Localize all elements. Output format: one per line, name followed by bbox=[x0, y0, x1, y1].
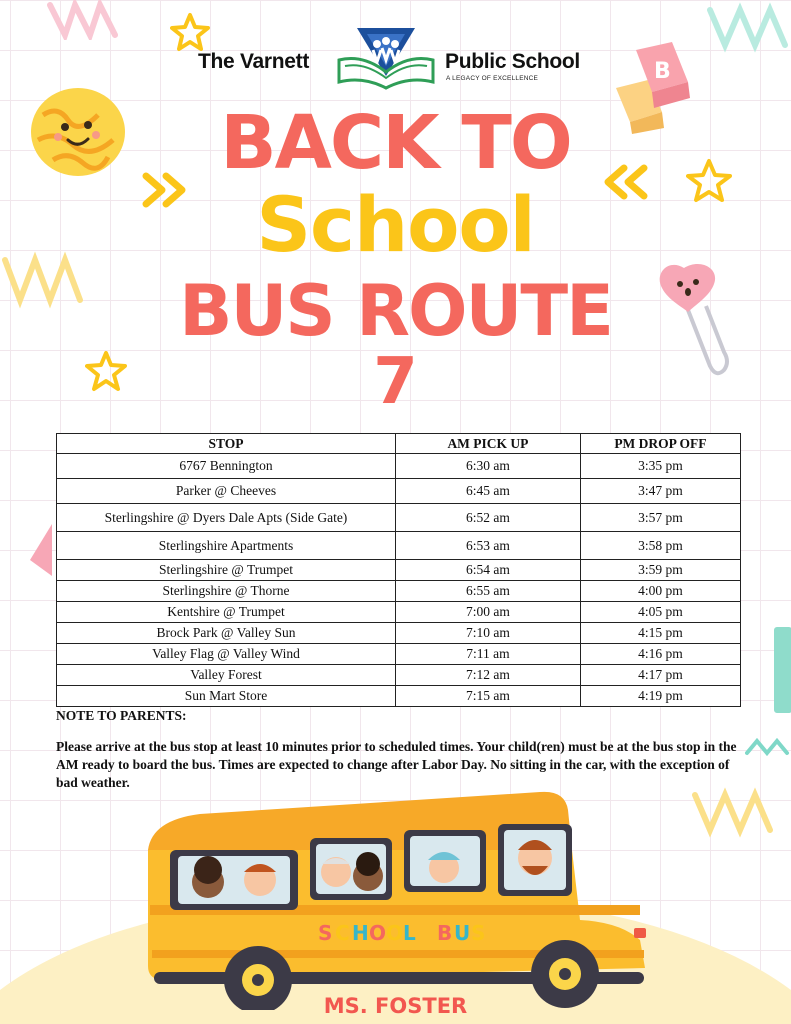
pm-cell: 3:59 pm bbox=[580, 560, 740, 581]
header-am-pick-up: AM PICK UP bbox=[396, 434, 581, 454]
pm-cell: 4:17 pm bbox=[580, 665, 740, 686]
pm-cell: 4:15 pm bbox=[580, 623, 740, 644]
pm-cell: 3:57 pm bbox=[580, 504, 740, 532]
title-back-to: BACK TO bbox=[220, 100, 571, 186]
bus-schedule-table bbox=[56, 433, 741, 707]
pm-cell: 3:47 pm bbox=[580, 479, 740, 504]
table-row bbox=[57, 665, 741, 686]
am-cell: 6:52 am bbox=[396, 504, 581, 532]
am-cell: 6:30 am bbox=[396, 454, 581, 479]
am-cell: 6:54 am bbox=[396, 560, 581, 581]
table-row bbox=[57, 479, 741, 504]
stop-cell: Brock Park @ Valley Sun bbox=[57, 623, 396, 644]
pm-cell: 3:35 pm bbox=[580, 454, 740, 479]
table-row bbox=[57, 504, 741, 532]
pm-cell: 4:19 pm bbox=[580, 686, 740, 707]
note-title: NOTE TO PARENTS: bbox=[56, 708, 187, 723]
header-stop: STOP bbox=[57, 434, 396, 454]
school-bus-illustration bbox=[140, 790, 660, 1010]
stop-cell: Sterlingshire @ Thorne bbox=[57, 581, 396, 602]
am-cell: 6:53 am bbox=[396, 532, 581, 560]
zigzag-scribble-icon bbox=[40, 0, 130, 40]
bus-label-letter: H bbox=[352, 921, 369, 945]
rectangle-decor-icon bbox=[770, 625, 791, 715]
bus-label-letter: L bbox=[403, 921, 416, 945]
bus-label-letter: C bbox=[335, 921, 350, 945]
pm-cell: 4:16 pm bbox=[580, 644, 740, 665]
bus-label-letter: O bbox=[386, 921, 404, 945]
note-body: Please arrive at the bus stop at least 10 minutes prior to scheduled times. Your child(ren) must be at the bus stop in the AM ready to board the bus. Times are expected to change after Labor Day. No sitting in the car, with the exception of bad weather. bbox=[56, 739, 737, 790]
am-cell: 6:55 am bbox=[396, 581, 581, 602]
stop-cell: Sterlingshire @ Trumpet bbox=[57, 560, 396, 581]
table-row bbox=[57, 644, 741, 665]
table-row bbox=[57, 454, 741, 479]
stop-cell: Sun Mart Store bbox=[57, 686, 396, 707]
title-school: School bbox=[256, 180, 535, 269]
triangle-decor-icon bbox=[28, 520, 54, 580]
am-cell: 7:10 am bbox=[396, 623, 581, 644]
am-cell: 7:00 am bbox=[396, 602, 581, 623]
table-row bbox=[57, 686, 741, 707]
pm-cell: 4:05 pm bbox=[580, 602, 740, 623]
table-row bbox=[57, 623, 741, 644]
bus-label-letter: U bbox=[454, 921, 471, 945]
stop-cell: Sterlingshire @ Dyers Dale Apts (Side Gate) bbox=[57, 504, 396, 532]
stop-cell: Valley Flag @ Valley Wind bbox=[57, 644, 396, 665]
header-pm-drop-off: PM DROP OFF bbox=[580, 434, 740, 454]
title-route-number: 7 bbox=[373, 345, 418, 419]
bus-label-letter: B bbox=[437, 921, 453, 945]
block-letter: B bbox=[654, 59, 671, 84]
pm-cell: 4:00 pm bbox=[580, 581, 740, 602]
open-book-children-logo-icon bbox=[335, 26, 437, 90]
zigzag-scribble-icon bbox=[745, 735, 791, 759]
table-row bbox=[57, 560, 741, 581]
stop-cell: Sterlingshire Apartments bbox=[57, 532, 396, 560]
stop-cell: Valley Forest bbox=[57, 665, 396, 686]
stop-cell: Parker @ Cheeves bbox=[57, 479, 396, 504]
table-row bbox=[57, 532, 741, 560]
table-header-row bbox=[57, 434, 741, 454]
star-icon bbox=[170, 12, 210, 52]
bus-label-letter: S bbox=[471, 921, 486, 945]
pm-cell: 3:58 pm bbox=[580, 532, 740, 560]
am-cell: 7:15 am bbox=[396, 686, 581, 707]
am-cell: 7:12 am bbox=[396, 665, 581, 686]
bus-label-letter: S bbox=[318, 921, 333, 945]
stop-cell: Kentshire @ Trumpet bbox=[57, 602, 396, 623]
school-tagline: A LEGACY OF EXCELLENCE bbox=[446, 75, 539, 82]
zigzag-scribble-icon bbox=[700, 0, 790, 55]
stop-cell: 6767 Bennington bbox=[57, 454, 396, 479]
school-bus-label bbox=[318, 921, 485, 945]
am-cell: 7:11 am bbox=[396, 644, 581, 665]
school-name-right: Public School bbox=[445, 50, 580, 73]
table-row bbox=[57, 581, 741, 602]
title-bus-route: BUS ROUTE bbox=[179, 270, 612, 352]
am-cell: 6:45 am bbox=[396, 479, 581, 504]
school-name-left: The Varnett bbox=[198, 50, 310, 73]
bus-label-letter: O bbox=[369, 921, 387, 945]
footer-teacher-name: MS. FOSTER bbox=[323, 994, 468, 1018]
table-row bbox=[57, 602, 741, 623]
